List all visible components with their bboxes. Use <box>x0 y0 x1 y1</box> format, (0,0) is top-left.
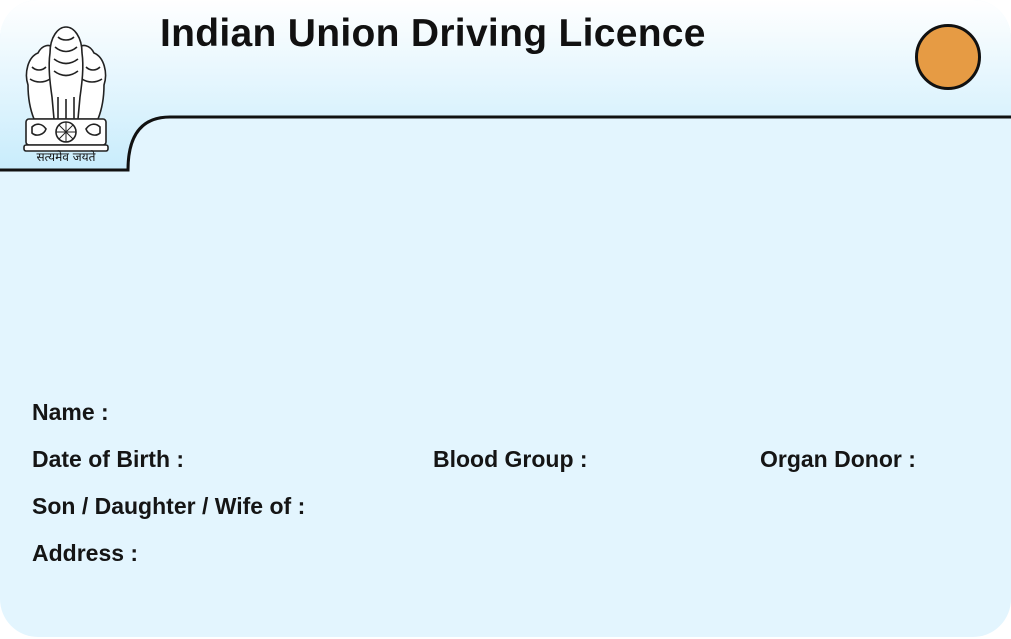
header-divider <box>0 117 1011 170</box>
dob-label: Date of Birth : <box>32 446 185 472</box>
name-label: Name : <box>32 399 109 425</box>
status-dot <box>915 24 981 90</box>
address-label: Address : <box>32 540 139 566</box>
organ-donor-label: Organ Donor : <box>760 446 916 472</box>
emblem-motto: सत्यमेव जयते <box>36 150 96 164</box>
relation-label: Son / Daughter / Wife of : <box>32 493 306 519</box>
national-emblem-icon <box>20 12 112 170</box>
card-title: Indian Union Driving Licence <box>160 12 706 55</box>
blood-group-label: Blood Group : <box>433 446 588 472</box>
